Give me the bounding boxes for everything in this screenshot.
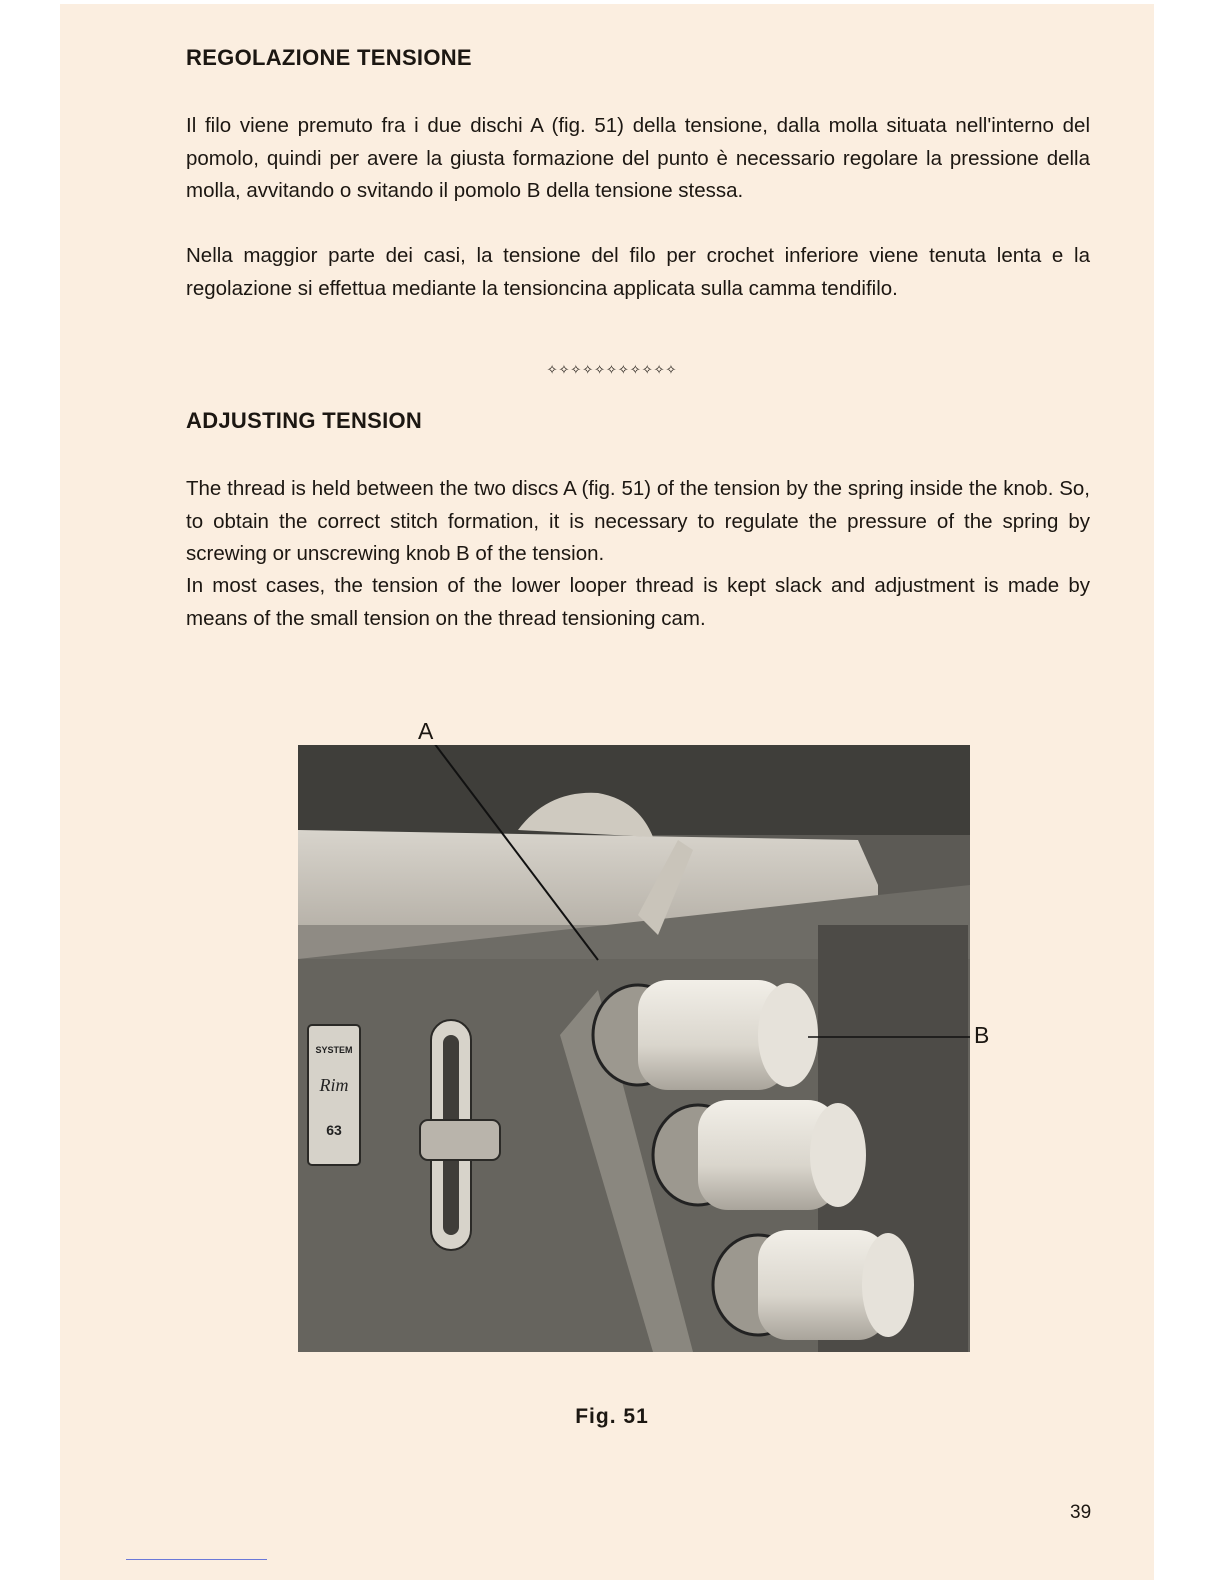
machine-tension-photo [298, 745, 970, 1352]
figure-label-b: B [974, 1022, 990, 1048]
svg-text:63: 63 [326, 1122, 342, 1138]
svg-text:SYSTEM: SYSTEM [315, 1045, 353, 1055]
figure-caption: Fig. 51 [575, 1405, 649, 1428]
tension-knob-bottom [713, 1230, 914, 1340]
italian-paragraph-1: Il filo viene premuto fra i due dischi A (fig. 51) della tensione, dalla molla situata nell'interno del pomolo, quindi per avere la giusta formazione del punto è necessario regolare la pressione della molla, avvitando o svitando il pomolo B della tensione stessa. [186, 114, 1090, 202]
english-heading: ADJUSTING TENSION [186, 408, 423, 433]
footer-link-line [126, 1559, 267, 1560]
english-paragraph-2: In most cases, the tension of the lower looper thread is kept slack and adjustment is made by means of the small tension on the thread tensioning cam. [186, 574, 1090, 630]
tension-knob-middle [653, 1100, 866, 1210]
brand-plate [308, 1025, 360, 1165]
page-number: 39 [1070, 1502, 1092, 1523]
english-paragraph-1: The thread is held between the two discs A (fig. 51) of the tension by the spring inside the knob. So, to obtain the correct stitch formation, it is necessary to regulate the pressure of the spring by screwing or unscrewing knob B of the tension. [186, 477, 1090, 565]
figure-label-a: A [418, 718, 434, 744]
svg-text:Rim: Rim [319, 1075, 349, 1095]
tension-knob-top [593, 980, 818, 1090]
italian-heading: REGOLAZIONE TENSIONE [186, 45, 472, 70]
italian-paragraph-2: Nella maggior parte dei casi, la tensione del filo per crochet inferiore viene tenuta lenta e la regolazione si effettua mediante la tensioncina applicata sulla camma tendifilo. [186, 244, 1090, 300]
section-separator: ✧✧✧✧✧✧✧✧✧✧✧ [546, 362, 678, 377]
